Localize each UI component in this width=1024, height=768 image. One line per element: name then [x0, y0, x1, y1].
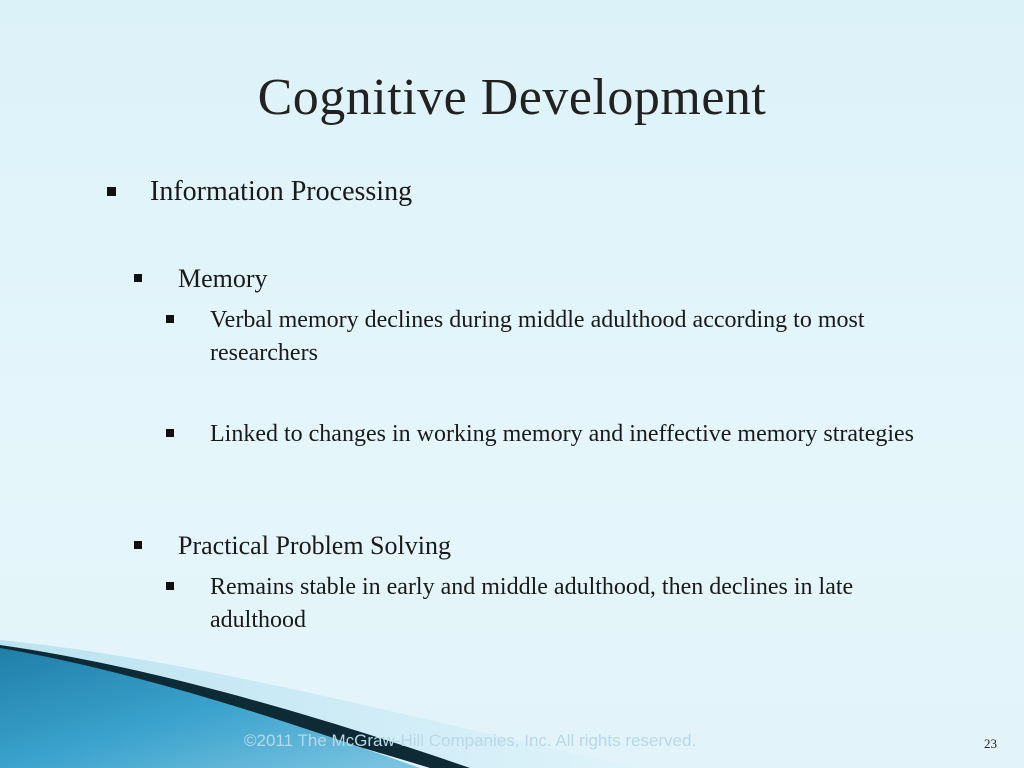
bullet-text: Remains stable in early and middle adulthood, then declines in late adulthood — [210, 574, 854, 633]
bullet-linked-working-memory — [166, 418, 946, 451]
square-bullet-icon — [166, 429, 174, 437]
bullet-text: Verbal memory declines during middle adulthood according to most researchers — [210, 307, 865, 366]
square-bullet-icon — [166, 582, 174, 590]
bullet-information-processing — [107, 175, 967, 209]
square-bullet-icon — [107, 187, 116, 196]
copyright-footer: ©2011 The McGraw-Hill Companies, Inc. All rights reserved. — [244, 731, 697, 750]
bullet-memory — [134, 263, 964, 295]
bullet-text: Information Processing — [150, 176, 413, 207]
bullet-text: Practical Problem Solving — [178, 531, 451, 560]
bullet-verbal-memory — [166, 304, 946, 370]
slide-title: Cognitive Development — [257, 69, 767, 126]
bullet-text: Memory — [178, 264, 268, 293]
square-bullet-icon — [134, 541, 142, 549]
square-bullet-icon — [166, 315, 174, 323]
bullet-text: Linked to changes in working memory and ineffective memory strategies — [210, 421, 915, 447]
square-bullet-icon — [134, 274, 142, 282]
bullet-practical-problem-solving — [134, 530, 964, 562]
page-number: 23 — [984, 736, 997, 751]
bullet-remains-stable — [166, 571, 946, 637]
